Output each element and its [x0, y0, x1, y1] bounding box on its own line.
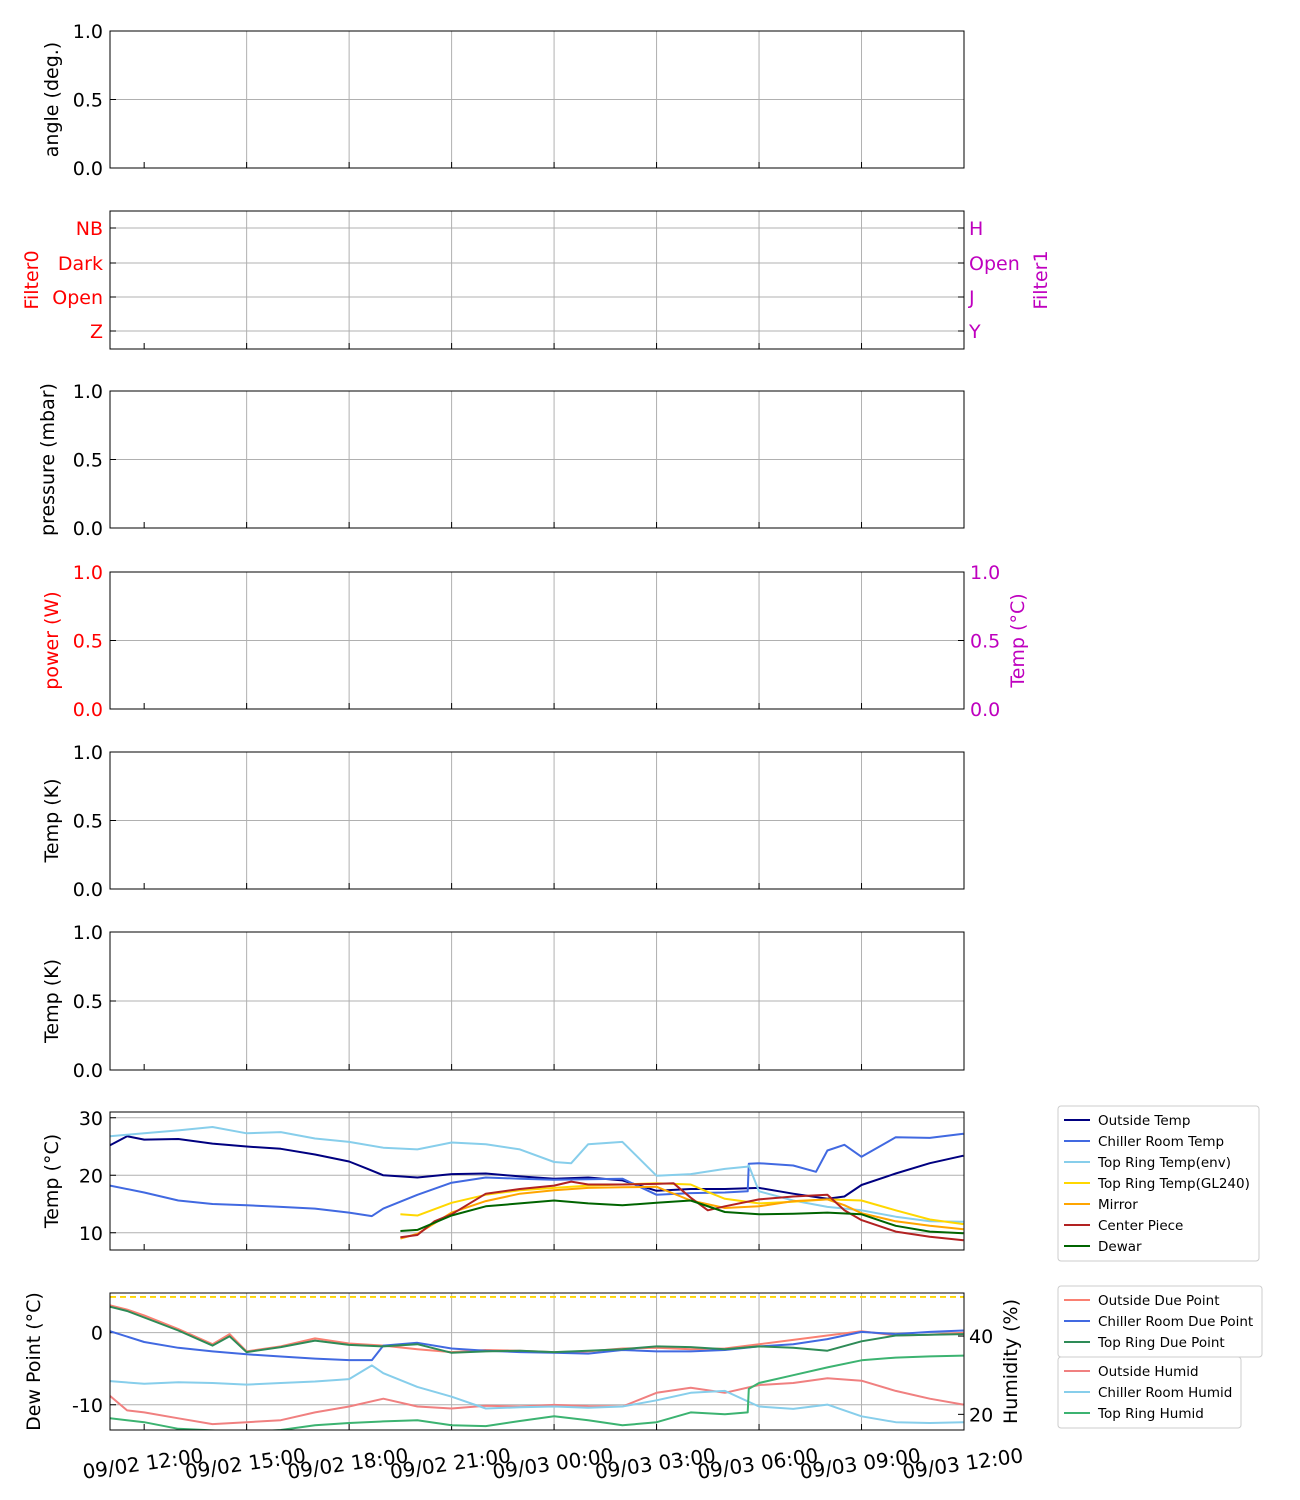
- y-tick-label: 1.0: [72, 742, 103, 764]
- y-tick-label: Z: [89, 321, 103, 343]
- y-tick-label: 1.0: [72, 21, 103, 43]
- series-top-ring-temp-env: [110, 1127, 963, 1222]
- series-group: [110, 1127, 963, 1240]
- y-tick-label: 0.5: [72, 449, 103, 472]
- panel-angle: [41, 21, 964, 180]
- y-axis-label: Temp (K): [41, 778, 63, 863]
- x-tick-label: 09/03 12:00: [900, 1443, 1025, 1484]
- legend-temperature: [1058, 1106, 1259, 1261]
- y-axis-label-right: Humidity (%): [1000, 1298, 1022, 1425]
- y-axis-label-right: Temp (°C): [1007, 593, 1029, 688]
- x-tick-label: 09/03 06:00: [695, 1443, 820, 1484]
- y-tick-label: 0.5: [72, 630, 103, 653]
- series-top-ring-due-point: [110, 1307, 963, 1353]
- y-tick-label: 1.0: [72, 381, 103, 403]
- x-tick-label: 09/03 09:00: [798, 1443, 923, 1484]
- y-tick-label-right: Y: [969, 321, 981, 343]
- panel-tempK1: [41, 742, 964, 901]
- y-tick-label: 1.0: [72, 562, 103, 584]
- y-tick-label: Dark: [57, 253, 103, 275]
- legend-entry: Top Ring Due Point: [1098, 1335, 1225, 1351]
- legend-entry: Chiller Room Humid: [1098, 1385, 1233, 1401]
- y-axis-label: pressure (mbar): [37, 383, 59, 536]
- x-tick-label: 09/03 00:00: [490, 1443, 615, 1484]
- panel-filter: [21, 211, 1052, 349]
- x-tick-label: 09/02 12:00: [81, 1443, 205, 1484]
- legend-entry: Chiller Room Temp: [1098, 1134, 1225, 1150]
- panel-dewpoint: [23, 1292, 1022, 1432]
- y-tick-label: 0.5: [72, 89, 103, 112]
- legend-entry: Dewar: [1098, 1239, 1142, 1255]
- panel-pressure: [37, 381, 964, 540]
- legend-entry: Top Ring Temp(env): [1098, 1155, 1231, 1171]
- x-tick-label: 09/02 18:00: [286, 1443, 410, 1484]
- x-tick-label: 09/02 15:00: [183, 1443, 308, 1484]
- series-center-piece: [400, 1182, 963, 1241]
- y-axis-label-right: Filter1: [1030, 250, 1052, 310]
- y-tick-label: NB: [75, 218, 103, 240]
- axes-frame: [110, 1293, 964, 1430]
- y-tick-label: 0: [90, 1322, 103, 1345]
- y-tick-label: 1.0: [72, 922, 103, 944]
- y-tick-label: 0.0: [72, 1060, 103, 1082]
- legend-entry: Chiller Room Due Point: [1098, 1314, 1254, 1330]
- legend-humidity: [1058, 1357, 1241, 1428]
- y-tick-label-right: 0.0: [970, 699, 1001, 721]
- y-tick-label-right: 40: [969, 1326, 994, 1349]
- y-tick-label-right: Open: [969, 253, 1020, 275]
- y-tick-label: 0.0: [72, 518, 103, 540]
- y-tick-label: 0.5: [72, 810, 103, 833]
- y-tick-label: Open: [52, 287, 103, 309]
- y-tick-label-right: 1.0: [970, 562, 1001, 584]
- y-tick-label: 20: [78, 1165, 103, 1188]
- y-tick-label-right: J: [969, 287, 975, 309]
- panel-tempC: [41, 1108, 964, 1250]
- x-tick-label: 09/02 21:00: [388, 1443, 513, 1484]
- legend-entry: Top Ring Temp(GL240): [1098, 1176, 1250, 1192]
- axes-frame: [110, 211, 964, 349]
- y-axis-label: angle (deg.): [41, 41, 63, 158]
- legend-entry: Center Piece: [1098, 1218, 1184, 1234]
- y-axis-label: Dew Point (°C): [23, 1292, 45, 1431]
- y-tick-label-right: H: [969, 218, 984, 240]
- y-axis-label: Temp (K): [41, 959, 63, 1043]
- y-axis-label: power (W): [41, 591, 63, 690]
- y-tick-label: 10: [78, 1222, 103, 1245]
- y-tick-label: 0.0: [72, 699, 103, 721]
- legend-entry: Top Ring Humid: [1098, 1406, 1204, 1422]
- series-chiller-room-humid: [110, 1365, 963, 1423]
- y-tick-label: -10: [71, 1394, 103, 1417]
- y-tick-label: 0.0: [72, 158, 103, 180]
- series-top-ring-humid: [110, 1356, 963, 1432]
- x-tick-label: 09/03 03:00: [593, 1443, 718, 1484]
- panel-tempK2: [41, 922, 964, 1082]
- legend-entry: Outside Temp: [1098, 1113, 1191, 1129]
- y-tick-label: 0.0: [72, 879, 103, 901]
- y-tick-label: 0.5: [72, 991, 103, 1013]
- series-group: [110, 1305, 963, 1432]
- legend-entry: Outside Humid: [1098, 1364, 1199, 1380]
- legend-dew-point: [1058, 1286, 1262, 1357]
- legend-entry: Mirror: [1098, 1197, 1138, 1213]
- y-tick-label: 30: [78, 1107, 103, 1130]
- y-tick-label-right: 0.5: [970, 630, 1001, 653]
- y-axis-label: Temp (°C): [41, 1133, 63, 1229]
- panel-power: [41, 562, 1029, 721]
- legend-entry: Outside Due Point: [1098, 1293, 1220, 1309]
- y-axis-label: Filter0: [21, 250, 43, 310]
- y-tick-label-right: 20: [969, 1404, 994, 1427]
